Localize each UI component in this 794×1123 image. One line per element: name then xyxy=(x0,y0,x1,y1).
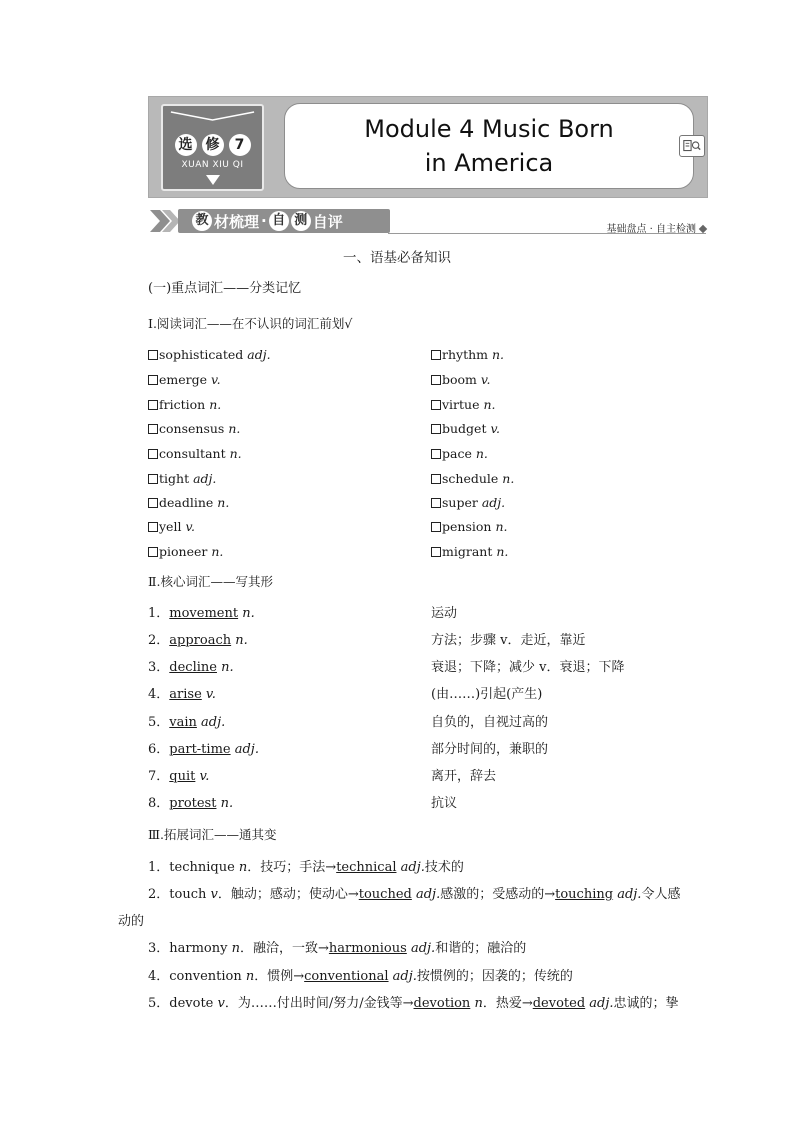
checkbox[interactable] xyxy=(431,522,441,532)
vocab-pos: v. xyxy=(480,372,491,387)
badge-arrow-top-icon xyxy=(163,110,262,122)
checkbox[interactable] xyxy=(431,400,441,410)
ext-meaning: ．触动；感动；使动心→ xyxy=(217,887,359,902)
ext-word: 1．technique xyxy=(148,860,239,875)
ext-meaning: ．为……付出时间/努力/金钱等→ xyxy=(224,996,414,1011)
extension-line xyxy=(148,886,680,904)
item-number: 8． xyxy=(148,796,170,811)
ext-meaning: ．融洽，一致→ xyxy=(240,941,329,956)
core-word-row xyxy=(148,741,259,759)
vocab-item[interactable] xyxy=(431,518,507,536)
checkbox[interactable] xyxy=(148,400,158,410)
main-heading: 一、语基必备知识 xyxy=(343,250,451,266)
answer-word: protest xyxy=(169,796,217,811)
vocab-word: deadline xyxy=(159,495,214,510)
item-number: 3． xyxy=(148,660,170,675)
elective-badge xyxy=(161,104,264,191)
core-word-row xyxy=(148,768,209,786)
extension-line-continuation: 动的 xyxy=(118,914,145,929)
vocab-word: tight xyxy=(159,471,190,486)
checkbox[interactable] xyxy=(148,424,158,434)
core-word-meaning: 运动 xyxy=(431,606,458,621)
ext-pos: adj. xyxy=(388,969,417,984)
section-text: 材梳理 xyxy=(214,212,260,231)
vocab-word: migrant xyxy=(442,544,493,559)
checkbox[interactable] xyxy=(148,498,158,508)
checkbox[interactable] xyxy=(431,547,441,557)
title-panel xyxy=(284,103,694,189)
answer-word: devoted xyxy=(532,996,586,1011)
section-text: 自评 xyxy=(312,212,343,231)
core-word-meaning: 衰退；下降；减少 v．衰退；下降 xyxy=(431,660,625,675)
vocab-word: pension xyxy=(442,519,492,534)
ext-meaning: 和谐的；融洽的 xyxy=(435,941,527,956)
answer-word: arise xyxy=(169,687,202,702)
ext-pos: n xyxy=(238,860,248,875)
vocab-pos: n. xyxy=(209,397,222,412)
vocab-word: schedule xyxy=(442,471,499,486)
vocab-pos: v. xyxy=(490,421,501,436)
chevrons-icon xyxy=(148,208,182,234)
part1-title: Ⅰ.阅读词汇——在不认识的词汇前划√ xyxy=(148,316,353,331)
ext-pos: n xyxy=(245,969,255,984)
item-number: 2． xyxy=(148,633,170,648)
section-char-circled: 自 xyxy=(269,211,289,231)
core-word-row xyxy=(148,795,233,813)
core-word-row xyxy=(148,605,255,623)
item-number: 5． xyxy=(148,715,170,730)
vocab-item[interactable] xyxy=(148,396,221,414)
vocab-pos: n. xyxy=(229,446,242,461)
vocab-word: consultant xyxy=(159,446,226,461)
core-word-row xyxy=(148,686,216,704)
vocab-item[interactable] xyxy=(431,543,508,561)
vocab-word: emerge xyxy=(159,372,208,387)
checkbox[interactable] xyxy=(148,547,158,557)
checkbox[interactable] xyxy=(431,449,441,459)
answer-word: decline xyxy=(169,660,217,675)
badge-arrow-down-icon xyxy=(205,174,221,186)
badge-char: 选 xyxy=(175,134,197,156)
vocab-pos: v. xyxy=(185,519,196,534)
checkbox[interactable] xyxy=(148,449,158,459)
word-pos: n. xyxy=(221,660,234,675)
item-number: 7． xyxy=(148,769,170,784)
core-word-row xyxy=(148,659,234,677)
section-subtitle xyxy=(606,220,706,235)
section-char-circled: 教 xyxy=(192,211,212,231)
word-pos: n. xyxy=(242,606,255,621)
checkbox[interactable] xyxy=(431,424,441,434)
item-number: 6． xyxy=(148,742,170,757)
ext-pos: v xyxy=(217,996,225,1011)
core-word-row xyxy=(148,714,225,732)
checkbox[interactable] xyxy=(148,375,158,385)
vocab-item[interactable] xyxy=(431,494,505,512)
part2-title: Ⅱ.核心词汇——写其形 xyxy=(148,574,273,589)
badge-pinyin: XUAN XIU QI xyxy=(181,160,244,170)
vocab-pos: n. xyxy=(502,471,515,486)
vocab-item[interactable] xyxy=(148,371,221,389)
word-pos: adj. xyxy=(201,715,226,730)
vocab-item[interactable] xyxy=(431,346,504,364)
vocab-pos: n. xyxy=(211,544,224,559)
answer-word: part-time xyxy=(169,742,231,757)
vocab-word: consensus xyxy=(159,421,225,436)
answer-word: devotion xyxy=(413,996,471,1011)
vocab-word: virtue xyxy=(442,397,480,412)
section-label xyxy=(178,209,390,233)
checkbox[interactable] xyxy=(148,522,158,532)
checkbox[interactable] xyxy=(431,375,441,385)
answer-word: harmonious xyxy=(328,941,407,956)
core-word-meaning: 离开，辞去 xyxy=(431,769,497,784)
word-pos: v. xyxy=(205,687,216,702)
badge-char: 修 xyxy=(202,134,224,156)
answer-word: touching xyxy=(555,887,614,902)
vocab-pos: n. xyxy=(228,421,241,436)
ext-meaning: 忠诚的；挚 xyxy=(613,996,679,1011)
vocab-pos: n. xyxy=(495,519,508,534)
vocab-item[interactable] xyxy=(148,518,195,536)
vocab-word: friction xyxy=(159,397,206,412)
extension-line xyxy=(148,940,526,958)
ext-pos: n xyxy=(231,941,240,956)
vocab-item[interactable] xyxy=(148,346,271,364)
word-pos: v. xyxy=(199,769,210,784)
extension-line xyxy=(148,859,464,877)
ext-meaning: 按惯例的；因袭的；传统的 xyxy=(416,969,573,984)
item-number: 1． xyxy=(148,606,170,621)
checkbox[interactable] xyxy=(431,474,441,484)
word-pos: n. xyxy=(220,796,234,811)
vocab-item[interactable] xyxy=(431,420,500,438)
ext-pos: adj. xyxy=(585,996,614,1011)
vocab-word: boom xyxy=(442,372,477,387)
checkbox[interactable] xyxy=(431,350,441,360)
vocab-word: super xyxy=(442,495,478,510)
core-word-row xyxy=(148,632,248,650)
ext-meaning: 令人感 xyxy=(641,887,681,902)
core-word-meaning: (由……)引起(产生) xyxy=(431,687,543,702)
vocab-pos: n. xyxy=(492,347,505,362)
word-pos: n. xyxy=(235,633,248,648)
book-reader-icon[interactable] xyxy=(679,135,705,157)
section-dot: · xyxy=(261,212,267,230)
vocab-word: pace xyxy=(442,446,472,461)
answer-word: approach xyxy=(169,633,232,648)
core-word-meaning: 自负的，自视过高的 xyxy=(431,715,549,730)
ext-pos: adj. xyxy=(411,887,441,902)
word-pos: adj. xyxy=(234,742,259,757)
vocab-item[interactable] xyxy=(148,543,223,561)
ext-meaning: ．惯例→ xyxy=(254,969,305,984)
ext-pos: v xyxy=(210,887,218,902)
ext-pos: adj. xyxy=(613,887,642,902)
checkbox[interactable] xyxy=(148,350,158,360)
answer-word: touched xyxy=(358,887,412,902)
diamond-icon xyxy=(699,225,707,233)
checkbox[interactable] xyxy=(148,474,158,484)
checkbox[interactable] xyxy=(431,498,441,508)
vocab-pos: n. xyxy=(217,495,230,510)
module-banner xyxy=(148,96,708,198)
vocab-item[interactable] xyxy=(148,494,229,512)
badge-chars xyxy=(163,134,262,156)
badge-char: 7 xyxy=(229,134,251,156)
extension-line xyxy=(148,968,573,986)
answer-word: quit xyxy=(169,769,196,784)
vocab-item[interactable] xyxy=(431,470,514,488)
ext-word: 2．touch xyxy=(148,887,211,902)
vocab-word: rhythm xyxy=(442,347,489,362)
vocab-word: sophisticated xyxy=(159,347,244,362)
item-number: 4． xyxy=(148,687,170,702)
vocab-pos: n. xyxy=(475,446,488,461)
sub-heading: (一)重点词汇——分类记忆 xyxy=(148,281,302,296)
answer-word: vain xyxy=(169,715,197,730)
vocab-pos: adj. xyxy=(481,495,506,510)
vocab-item[interactable] xyxy=(431,371,490,389)
vocab-word: budget xyxy=(442,421,487,436)
vocab-pos: v. xyxy=(211,372,221,387)
answer-word: movement xyxy=(169,606,239,621)
ext-pos: n xyxy=(470,996,483,1011)
vocab-item[interactable] xyxy=(431,445,488,463)
ext-meaning: ．热爱→ xyxy=(482,996,533,1011)
ext-pos: adj. xyxy=(396,860,425,875)
ext-word: 4．convention xyxy=(148,969,246,984)
vocab-pos: adj. xyxy=(247,347,271,362)
section-bar xyxy=(148,206,710,238)
vocab-item[interactable] xyxy=(431,396,496,414)
core-word-meaning: 抗议 xyxy=(431,796,458,811)
core-word-meaning: 部分时间的，兼职的 xyxy=(431,742,549,757)
vocab-item[interactable] xyxy=(148,445,242,463)
vocab-pos: n. xyxy=(496,544,509,559)
answer-word: technical xyxy=(336,860,397,875)
section-char-circled: 测 xyxy=(291,211,311,231)
ext-meaning: ．技巧；手法→ xyxy=(247,860,337,875)
answer-word: conventional xyxy=(304,969,389,984)
vocab-word: pioneer xyxy=(159,544,208,559)
title-line-1: Module 4 Music Born xyxy=(364,115,614,143)
ext-pos: adj. xyxy=(406,941,436,956)
vocab-pos: n. xyxy=(483,397,496,412)
ext-word: 3．harmony xyxy=(148,941,232,956)
page-title xyxy=(339,112,639,180)
vocab-item[interactable] xyxy=(148,470,216,488)
ext-word: 5．devote xyxy=(148,996,218,1011)
section-subtitle-text: 基础盘点 · 自主检测 xyxy=(606,224,696,235)
title-line-2: in America xyxy=(424,149,554,177)
core-word-meaning: 方法；步骤 v．走近，靠近 xyxy=(431,633,586,648)
vocab-pos: adj. xyxy=(193,471,217,486)
vocab-item[interactable] xyxy=(148,420,240,438)
vocab-word: yell xyxy=(159,519,182,534)
extension-line xyxy=(148,995,679,1013)
part3-title: Ⅲ.拓展词汇——通其变 xyxy=(148,827,277,842)
ext-meaning: 感激的；受感动的→ xyxy=(440,887,556,902)
ext-meaning: 技术的 xyxy=(424,860,464,875)
